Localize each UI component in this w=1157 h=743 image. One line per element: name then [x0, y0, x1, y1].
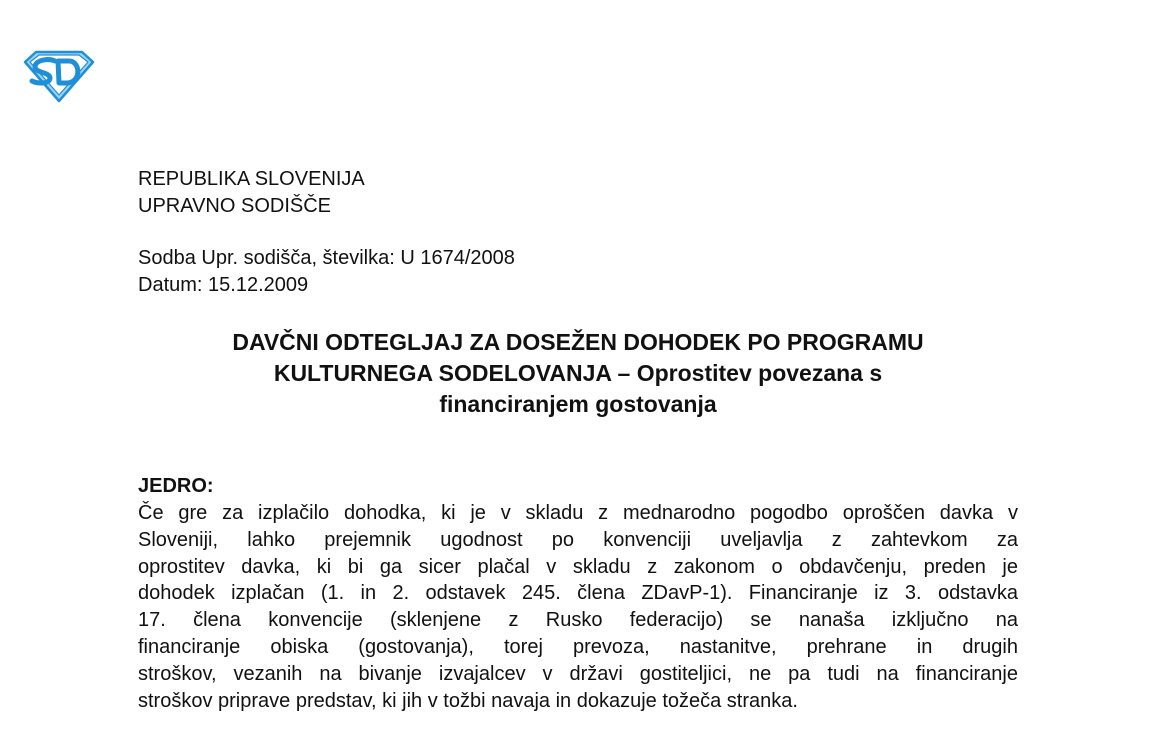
case-info	[138, 245, 515, 299]
jedro-heading: JEDRO:	[138, 475, 214, 497]
document-title	[138, 327, 1018, 420]
court-name: UPRAVNO SODIŠČE	[138, 195, 331, 217]
sd-logo-icon	[22, 48, 96, 104]
title-line: KULTURNEGA SODELOVANJA – Oprostitev povezana s	[273, 360, 883, 386]
jedro-paragraph	[138, 500, 1018, 714]
paragraph-line: Če gre za izplačilo dohodka, ki je v skladu z mednarodno pogodbo oproščen davka v	[138, 502, 1018, 524]
court-header	[138, 166, 365, 220]
paragraph-line: oprostitev davka, ki bi ga sicer plačal v skladu z zakonom o obdavčenju, preden je	[138, 555, 1018, 578]
title-line: DAVČNI ODTEGLJAJ ZA DOSEŽEN DOHODEK PO PROGRAMU	[232, 329, 924, 355]
paragraph-line: financiranje obiska (gostovanja), torej prevoza, nastanitve, prehrane in drugih	[138, 635, 1018, 658]
paragraph-line: Sloveniji, lahko prejemnik ugodnost po konvenciji uveljavlja z zahtevkom za	[138, 528, 1018, 551]
republic-name: REPUBLIKA SLOVENIJA	[138, 168, 365, 190]
case-date: Datum: 15.12.2009	[138, 274, 309, 296]
paragraph-line: 17. člena konvencije (sklenjene z Rusko federacijo) se nanaša izključno na	[138, 609, 1018, 632]
case-reference: Sodba Upr. sodišča, številka: U 1674/2008	[138, 247, 515, 269]
title-line: financiranjem gostovanja	[439, 391, 717, 417]
paragraph-line: stroškov priprave predstav, ki jih v tožbi navaja in dokazuje tožeča stranka.	[138, 689, 798, 712]
paragraph-line: dohodek izplačan (1. in 2. odstavek 245. člena ZDavP-1). Financiranje iz 3. odstavka	[138, 582, 1018, 605]
paragraph-line: stroškov, vezanih na bivanje izvajalcev v državi gostiteljici, ne pa tudi na financiranje	[138, 662, 1018, 685]
